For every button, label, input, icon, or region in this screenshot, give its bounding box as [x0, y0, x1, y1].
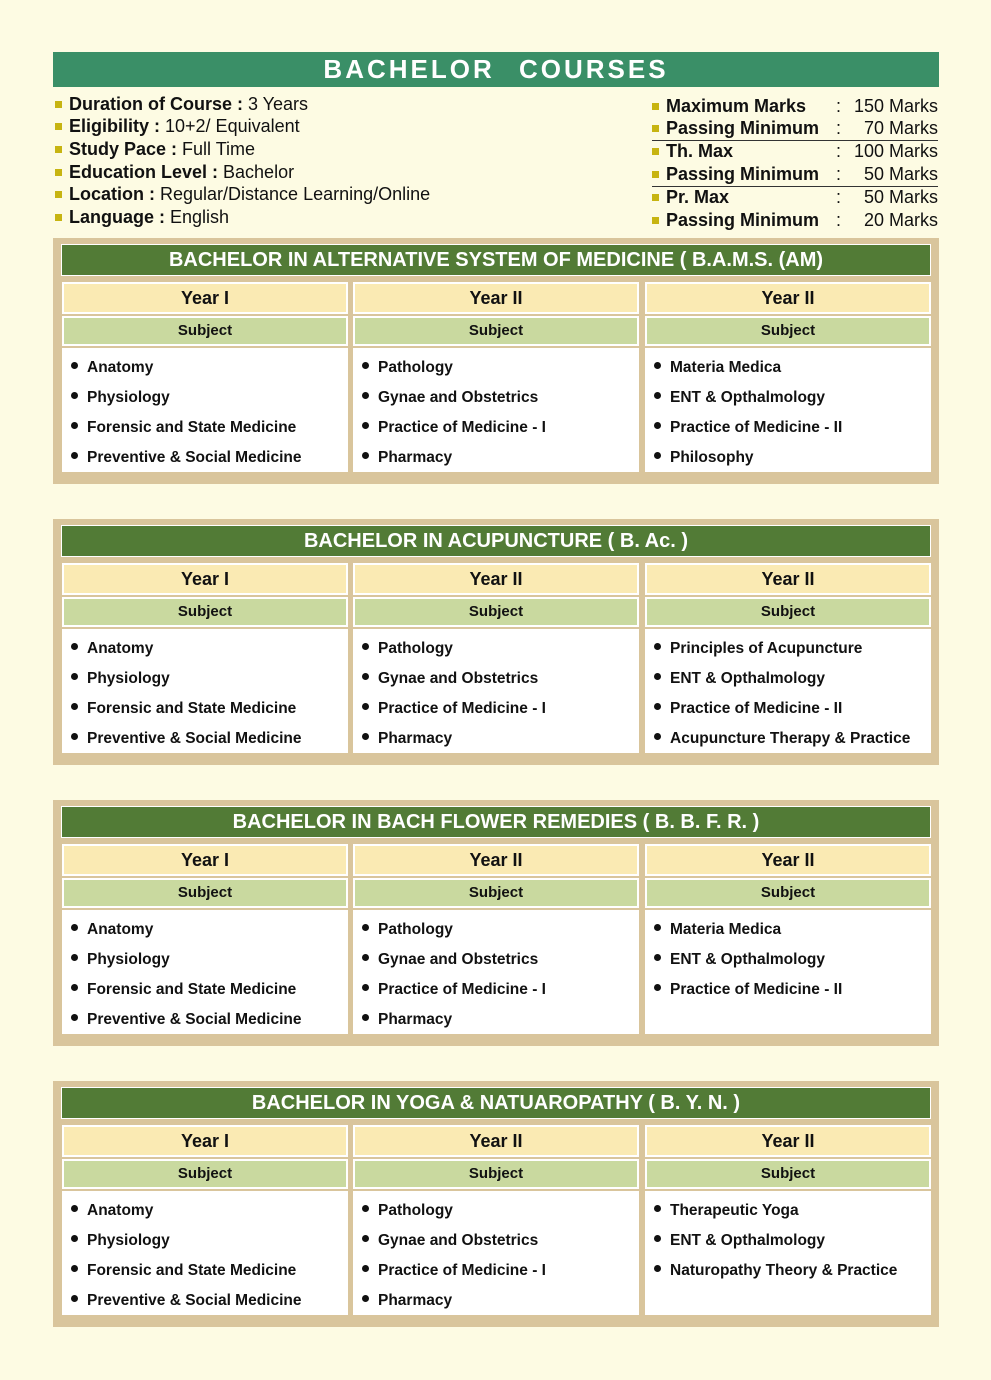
list-item — [62, 1256, 348, 1286]
subject-name: Practice of Medicine - II — [670, 700, 843, 717]
subject-list — [645, 910, 931, 1034]
subject-name: Physiology — [87, 670, 170, 687]
marks-colon: : — [836, 163, 842, 184]
square-bullet-icon — [652, 194, 659, 201]
bullet-icon — [654, 703, 661, 710]
course-title: BACHELOR IN ACUPUNCTURE ( B. Ac. ) — [61, 525, 931, 557]
bullet-icon — [71, 362, 78, 369]
subject-header: Subject — [62, 316, 348, 346]
square-bullet-icon — [55, 123, 62, 130]
year-header: Year II — [645, 563, 931, 595]
list-item — [645, 1196, 931, 1226]
subject-name: Practice of Medicine - I — [378, 700, 546, 717]
year-header: Year II — [645, 282, 931, 314]
info-key: Education Level : — [69, 161, 219, 182]
bullet-icon — [362, 643, 369, 650]
list-item — [353, 383, 639, 413]
subject-list — [353, 348, 639, 472]
subject-list — [62, 910, 348, 1034]
subject-name: Preventive & Social Medicine — [87, 1292, 302, 1309]
bullet-icon — [362, 703, 369, 710]
list-item — [645, 664, 931, 694]
info-value: 3 Years — [248, 93, 309, 114]
list-item — [353, 443, 639, 473]
subject-name: ENT & Opthalmology — [670, 389, 825, 406]
list-item — [62, 915, 348, 945]
course-table — [53, 800, 939, 1046]
info-value: 10+2/ Equivalent — [165, 116, 300, 137]
bullet-icon — [362, 1295, 369, 1302]
bullet-icon — [362, 392, 369, 399]
subject-list — [353, 1191, 639, 1315]
list-item — [645, 443, 931, 473]
info-language — [55, 206, 575, 229]
info-value: Regular/Distance Learning/Online — [160, 184, 431, 205]
bullet-icon — [654, 984, 661, 991]
year-header: Year II — [353, 563, 639, 595]
bullet-icon — [71, 422, 78, 429]
list-item — [62, 1196, 348, 1226]
page-banner: BACHELOR COURSES — [53, 52, 939, 87]
course-table — [53, 519, 939, 765]
subject-name: Forensic and State Medicine — [87, 700, 297, 717]
marks-value: 20 Marks — [863, 209, 938, 230]
subject-name: Physiology — [87, 389, 170, 406]
bullet-icon — [654, 452, 661, 459]
list-item — [62, 945, 348, 975]
info-value: Full Time — [182, 138, 256, 159]
bullet-icon — [654, 643, 661, 650]
subject-name: Gynae and Obstetrics — [378, 951, 539, 968]
square-bullet-icon — [652, 171, 659, 178]
marks-colon: : — [836, 187, 842, 208]
marks-key: Passing Minimum — [666, 163, 820, 184]
year-header: Year II — [645, 1125, 931, 1157]
bullet-icon — [71, 733, 78, 740]
bullet-icon — [654, 733, 661, 740]
bullet-icon — [71, 984, 78, 991]
info-location — [55, 183, 575, 206]
marks-key: Passing Minimum — [666, 118, 820, 139]
bullet-icon — [654, 392, 661, 399]
marks-key: Pr. Max — [666, 187, 730, 208]
bullet-icon — [654, 954, 661, 961]
marks-colon: : — [836, 118, 842, 139]
info-key: Eligibility : — [69, 116, 161, 137]
bullet-icon — [71, 1235, 78, 1242]
subject-name: Gynae and Obstetrics — [378, 389, 539, 406]
bullet-icon — [71, 703, 78, 710]
list-item — [353, 975, 639, 1005]
subject-name: Forensic and State Medicine — [87, 981, 297, 998]
subject-name: ENT & Opthalmology — [670, 670, 825, 687]
subject-name: ENT & Opthalmology — [670, 951, 825, 968]
subject-name: Physiology — [87, 1232, 170, 1249]
subject-header: Subject — [645, 597, 931, 627]
square-bullet-icon — [55, 101, 62, 108]
subject-name: Physiology — [87, 951, 170, 968]
subject-name: Pharmacy — [378, 1292, 453, 1309]
list-item — [645, 383, 931, 413]
subject-list — [62, 348, 348, 472]
bullet-icon — [654, 1235, 661, 1242]
list-item — [645, 1256, 931, 1286]
subject-name: Therapeutic Yoga — [670, 1202, 799, 1219]
bullet-icon — [362, 1205, 369, 1212]
list-item — [62, 413, 348, 443]
subject-name: Preventive & Social Medicine — [87, 730, 302, 747]
subject-name: Anatomy — [87, 921, 154, 938]
square-bullet-icon — [55, 146, 62, 153]
marks-row — [652, 117, 938, 140]
subject-list — [62, 629, 348, 753]
subject-list — [645, 348, 931, 472]
info-key: Location : — [69, 184, 155, 205]
subject-name: Forensic and State Medicine — [87, 1262, 297, 1279]
course-table — [53, 1081, 939, 1327]
subject-name: Preventive & Social Medicine — [87, 1011, 302, 1028]
bullet-icon — [362, 1235, 369, 1242]
subject-name: Philosophy — [670, 449, 754, 466]
bullet-icon — [654, 362, 661, 369]
bullet-icon — [362, 422, 369, 429]
bullet-icon — [71, 924, 78, 931]
info-key: Study Pace : — [69, 138, 178, 159]
bullet-icon — [71, 1295, 78, 1302]
subject-list — [62, 1191, 348, 1315]
marks-value: 100 Marks — [853, 141, 938, 162]
bullet-icon — [71, 1265, 78, 1272]
bullet-icon — [362, 733, 369, 740]
subject-header: Subject — [645, 316, 931, 346]
bullet-icon — [362, 673, 369, 680]
list-item — [645, 915, 931, 945]
bullet-icon — [362, 362, 369, 369]
square-bullet-icon — [55, 169, 62, 176]
list-item — [62, 1286, 348, 1316]
bullet-icon — [71, 1014, 78, 1021]
marks-row — [652, 209, 938, 231]
list-item — [645, 724, 931, 754]
subject-header: Subject — [62, 597, 348, 627]
bullet-icon — [362, 924, 369, 931]
bullet-icon — [654, 1205, 661, 1212]
bullet-icon — [71, 643, 78, 650]
list-item — [645, 1226, 931, 1256]
subject-name: Gynae and Obstetrics — [378, 1232, 539, 1249]
marks-key: Th. Max — [666, 141, 734, 162]
bullet-icon — [71, 452, 78, 459]
subject-header: Subject — [353, 878, 639, 908]
list-item — [353, 413, 639, 443]
marks-row — [652, 95, 938, 117]
list-item — [62, 353, 348, 383]
subject-list — [645, 1191, 931, 1315]
subject-name: Forensic and State Medicine — [87, 419, 297, 436]
list-item — [353, 1286, 639, 1316]
bullet-icon — [362, 984, 369, 991]
list-item — [353, 1005, 639, 1035]
marks-row — [652, 141, 938, 163]
list-item — [353, 634, 639, 664]
subject-name: Pathology — [378, 1202, 453, 1219]
list-item — [645, 945, 931, 975]
marks-value: 70 Marks — [863, 118, 938, 139]
bullet-icon — [71, 954, 78, 961]
list-item — [62, 664, 348, 694]
subject-list — [353, 629, 639, 753]
year-header: Year II — [353, 1125, 639, 1157]
list-item — [353, 724, 639, 754]
marks-row — [652, 187, 938, 209]
subject-header: Subject — [645, 1159, 931, 1189]
bullet-icon — [654, 673, 661, 680]
bullet-icon — [362, 1014, 369, 1021]
course-title: BACHELOR IN YOGA & NATUAROPATHY ( B. Y. N. ) — [61, 1087, 931, 1119]
marks-key: Maximum Marks — [666, 95, 807, 116]
square-bullet-icon — [55, 191, 62, 198]
subject-header: Subject — [353, 597, 639, 627]
subject-name: Materia Medica — [670, 359, 782, 376]
info-duration — [55, 93, 575, 116]
course-info-list — [55, 93, 575, 229]
subject-header: Subject — [62, 878, 348, 908]
subject-name: Anatomy — [87, 359, 154, 376]
subject-name: Pharmacy — [378, 730, 453, 747]
list-item — [645, 694, 931, 724]
list-item — [353, 945, 639, 975]
bullet-icon — [71, 673, 78, 680]
year-header: Year I — [62, 563, 348, 595]
bullet-icon — [362, 954, 369, 961]
list-item — [645, 634, 931, 664]
square-bullet-icon — [652, 125, 659, 132]
bullet-icon — [362, 452, 369, 459]
year-header: Year II — [353, 282, 639, 314]
square-bullet-icon — [652, 103, 659, 110]
list-item — [62, 975, 348, 1005]
marks-value: 150 Marks — [853, 95, 938, 116]
marks-key: Passing Minimum — [666, 209, 820, 230]
info-study-pace — [55, 138, 575, 161]
list-item — [62, 634, 348, 664]
list-item — [645, 413, 931, 443]
marks-info-list — [652, 95, 938, 231]
bullet-icon — [71, 392, 78, 399]
subject-name: Acupuncture Therapy & Practice — [670, 730, 911, 747]
list-item — [62, 383, 348, 413]
square-bullet-icon — [652, 217, 659, 224]
subject-name: Pharmacy — [378, 1011, 453, 1028]
list-item — [62, 724, 348, 754]
subject-header: Subject — [353, 316, 639, 346]
subject-name: Practice of Medicine - I — [378, 981, 546, 998]
subject-name: Pharmacy — [378, 449, 453, 466]
year-header: Year I — [62, 282, 348, 314]
info-eligibility — [55, 116, 575, 139]
year-header: Year I — [62, 844, 348, 876]
marks-row — [652, 163, 938, 186]
subject-name: Gynae and Obstetrics — [378, 670, 539, 687]
subject-header: Subject — [62, 1159, 348, 1189]
year-header: Year II — [353, 844, 639, 876]
square-bullet-icon — [55, 214, 62, 221]
list-item — [353, 664, 639, 694]
marks-value: 50 Marks — [863, 163, 938, 184]
list-item — [645, 975, 931, 1005]
subject-name: Materia Medica — [670, 921, 782, 938]
list-item — [62, 1226, 348, 1256]
subject-name: Preventive & Social Medicine — [87, 449, 302, 466]
info-key: Duration of Course : — [69, 93, 243, 114]
subject-name: Pathology — [378, 921, 453, 938]
bullet-icon — [71, 1205, 78, 1212]
info-key: Language : — [69, 206, 166, 227]
list-item — [62, 443, 348, 473]
subject-name: Practice of Medicine - II — [670, 981, 843, 998]
subject-name: Practice of Medicine - I — [378, 1262, 546, 1279]
subject-header: Subject — [353, 1159, 639, 1189]
subject-name: Pathology — [378, 640, 453, 657]
list-item — [353, 694, 639, 724]
subject-name: Practice of Medicine - I — [378, 419, 546, 436]
marks-colon: : — [836, 209, 842, 230]
marks-colon: : — [836, 141, 842, 162]
course-title: BACHELOR IN ALTERNATIVE SYSTEM OF MEDICINE ( B.A.M.S. (AM) — [61, 244, 931, 276]
subject-name: Pathology — [378, 359, 453, 376]
bullet-icon — [362, 1265, 369, 1272]
info-value: Bachelor — [223, 161, 295, 182]
year-header: Year I — [62, 1125, 348, 1157]
subject-name: Principles of Acupuncture — [670, 640, 863, 657]
list-item — [353, 1196, 639, 1226]
square-bullet-icon — [652, 148, 659, 155]
list-item — [62, 694, 348, 724]
list-item — [353, 1226, 639, 1256]
info-value: English — [170, 206, 230, 227]
subject-list — [353, 910, 639, 1034]
bullet-icon — [654, 1265, 661, 1272]
list-item — [62, 1005, 348, 1035]
year-header: Year II — [645, 844, 931, 876]
subject-name: Practice of Medicine - II — [670, 419, 843, 436]
bullet-icon — [654, 924, 661, 931]
list-item — [645, 353, 931, 383]
subject-header: Subject — [645, 878, 931, 908]
subject-list — [645, 629, 931, 753]
list-item — [353, 915, 639, 945]
subject-name: Anatomy — [87, 1202, 154, 1219]
course-title: BACHELOR IN BACH FLOWER REMEDIES ( B. B. F. R. ) — [61, 806, 931, 838]
subject-name: ENT & Opthalmology — [670, 1232, 825, 1249]
marks-value: 50 Marks — [863, 187, 938, 208]
info-education-level — [55, 161, 575, 184]
bullet-icon — [654, 422, 661, 429]
marks-colon: : — [836, 95, 842, 116]
subject-name: Anatomy — [87, 640, 154, 657]
list-item — [353, 353, 639, 383]
subject-name: Naturopathy Theory & Practice — [670, 1262, 898, 1279]
course-table — [53, 238, 939, 484]
list-item — [353, 1256, 639, 1286]
